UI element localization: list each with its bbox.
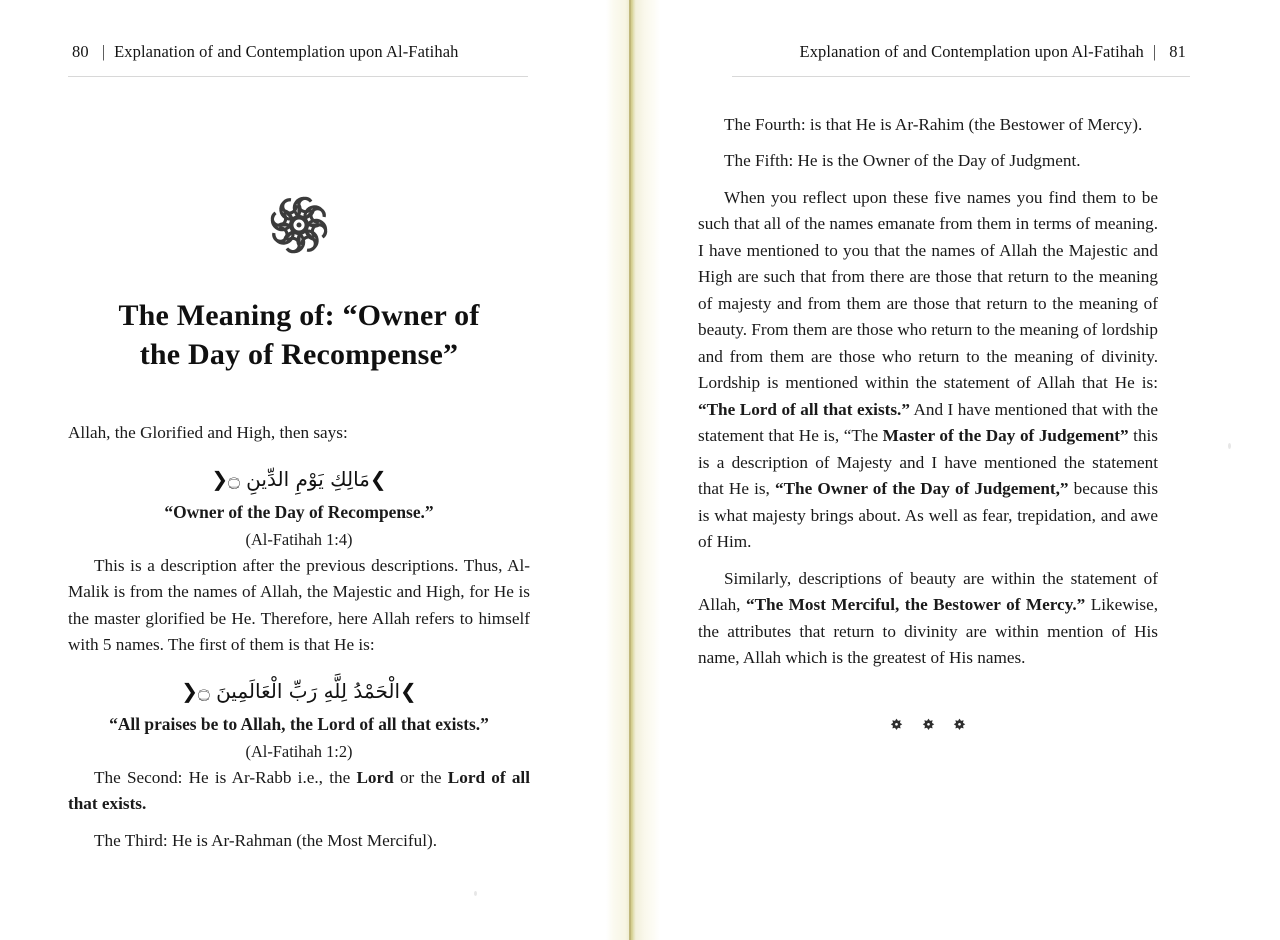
second-name-bold-lord-of-all: Lord of all that exists.	[68, 767, 530, 814]
similarly-text-a: Similarly, descriptions of beauty are within the statement of Allah,	[698, 568, 1158, 615]
second-name-text-b: or the	[393, 767, 448, 787]
paragraph-fifth-name: The Fifth: He is the Owner of the Day of Judgment.	[724, 151, 1081, 171]
quran-verse-translation-1: “Owner of the Day of Recompense.”	[164, 502, 434, 523]
scan-speck	[474, 891, 477, 896]
star-icon-3	[951, 718, 968, 735]
page-left	[0, 0, 606, 940]
reflection-bold-owner-day: “The Owner of the Day of Judgement,”	[774, 479, 1069, 499]
second-name-bold-lord: Lord	[356, 767, 394, 787]
scan-speck	[1228, 443, 1231, 449]
three-star-ornament	[698, 718, 1158, 735]
similarly-text-b: Likewise, the attributes that return to divinity are within mention of His name, Allah which is the greatest of His names.	[698, 595, 1159, 668]
second-name-text-a: The Second: He is Ar-Rabb i.e., the	[94, 767, 357, 787]
running-head-separator-left: |	[101, 42, 106, 61]
running-head-title-left: Explanation of and Contemplation upon Al-Fatihah	[114, 42, 459, 61]
reflection-text-d: because this is what majesty brings about. As well as fear, trepidation, and awe of Him.	[698, 479, 1159, 552]
quran-verse-reference-1: (Al-Fatihah 1:4)	[245, 530, 353, 550]
page-right	[660, 0, 1280, 940]
page-number-left: 80	[72, 42, 89, 61]
similarly-bold-most-merciful: “The Most Merciful, the Bestower of Mercy.”	[745, 595, 1086, 615]
rosette-ornament	[68, 188, 530, 262]
paragraph-reflection	[698, 185, 1158, 556]
chapter-title-line-2: the Day of Recompense”	[139, 338, 459, 371]
reflection-bold-lord-of-all: “The Lord of all that exists.”	[698, 399, 910, 419]
reflection-text-b: And I have mentioned that with the statement that He is, “The	[698, 399, 1158, 446]
header-rule-left	[68, 76, 528, 77]
paragraph-similarly	[698, 566, 1158, 672]
quran-verse-translation-2: “All praises be to Allah, the Lord of all that exists.”	[109, 714, 489, 735]
star-icon-1	[888, 718, 905, 735]
lead-in-text: Allah, the Glorified and High, then says:	[68, 423, 348, 442]
binding-line	[629, 0, 631, 940]
page-body-left	[68, 110, 530, 856]
quran-verse-arabic-1: ❯مَالِكِ يَوْمِ الدِّينِ ۝❮	[211, 467, 387, 492]
page-number-right: 81	[1169, 42, 1186, 61]
quran-verse-reference-2: (Al-Fatihah 1:2)	[245, 742, 353, 762]
running-head-right	[660, 42, 1190, 62]
quran-verse-arabic-2: ❯الْحَمْدُ لِلَّهِ رَبِّ الْعَالَمِينَ ۝❮	[181, 679, 417, 704]
paragraph-second-name	[68, 765, 530, 818]
paragraph-description: This is a description after the previous descriptions. Thus, Al-Malik is from the names of Allah, the Majestic and High, for He is the master glorified be He. Therefore, here Allah refers to himself with 5 names. The first of them is that He is:	[68, 555, 530, 654]
chapter-title	[68, 296, 530, 374]
running-head-separator-right: |	[1152, 42, 1157, 61]
running-head-title-right: Explanation of and Contemplation upon Al-Fatihah	[799, 42, 1144, 61]
reflection-bold-master-day: Master of the Day of Judgement”	[882, 426, 1129, 446]
paragraph-third-name: The Third: He is Ar-Rahman (the Most Merciful).	[94, 830, 438, 850]
chapter-title-line-1: The Meaning of: “Owner of	[118, 299, 480, 332]
running-head-left	[68, 42, 606, 62]
reflection-text-c: this is a description of Majesty and I have mentioned the statement that He is,	[698, 426, 1158, 499]
book-gutter	[606, 0, 660, 940]
star-icon-2	[920, 718, 937, 735]
page-body-right	[698, 112, 1158, 735]
paragraph-fourth-name: The Fourth: is that He is Ar-Rahim (the Bestower of Mercy).	[724, 115, 1143, 134]
header-rule-right	[732, 76, 1190, 77]
reflection-text-a: When you reflect upon these five names you find them to be such that all of the names emanate from them in terms of meaning. I have mentioned to you that the names of Allah the Majestic and High are such that from there are those that return to the meaning of majesty and from them are those that return to the meaning of beauty. From them are those who return to the meaning of lordship and from them are those who return to the meaning of divinity. Lordship is mentioned within the statement of Allah that He is:	[698, 187, 1158, 393]
